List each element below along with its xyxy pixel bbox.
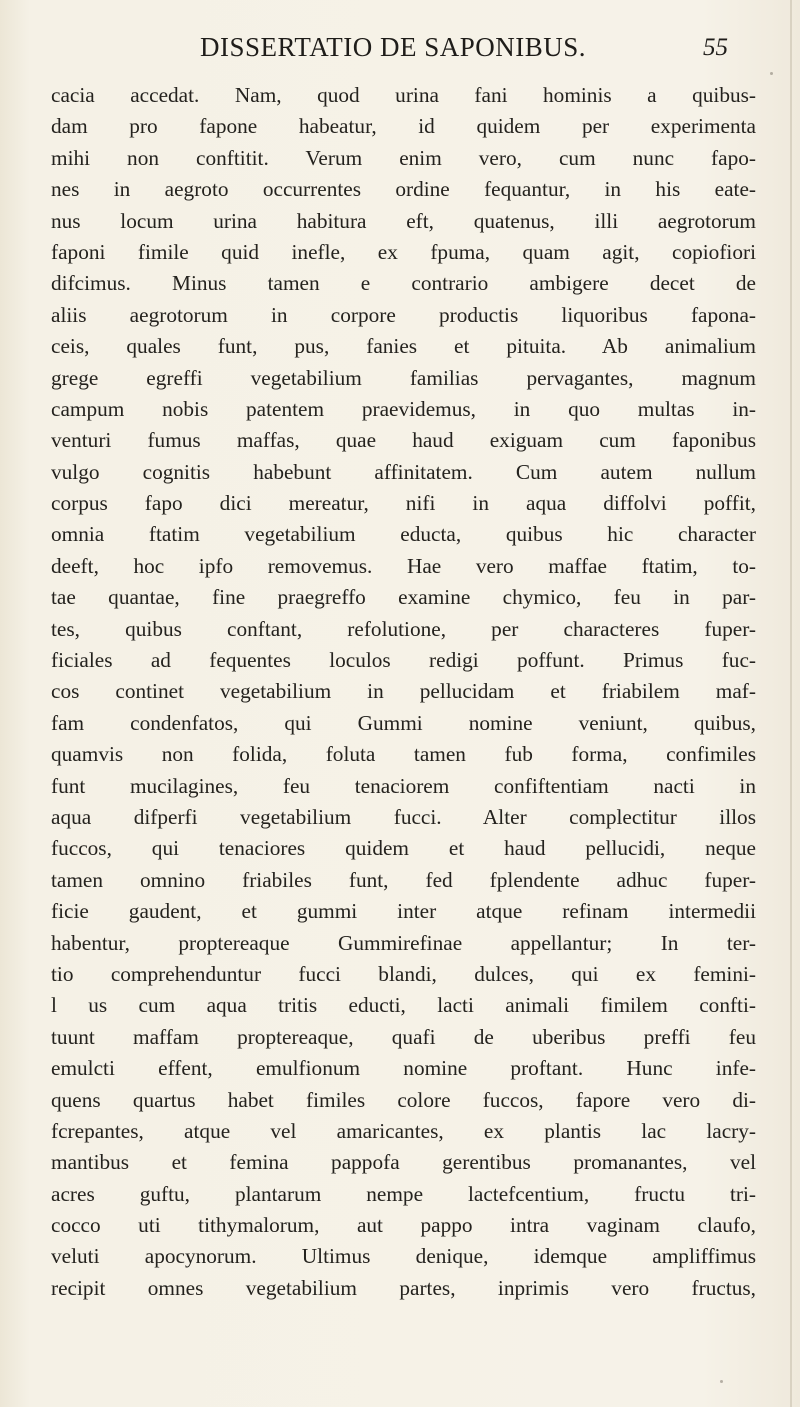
text-line: cocco uti tithymalorum, aut pappo intra vaginam claufo, (51, 1213, 756, 1238)
text-line: emulcti effent, emulfionum nomine proftant. Hunc infe- (51, 1056, 756, 1081)
text-line: tuunt maffam proptereaque, quafi de uberibus preffi feu (51, 1024, 756, 1049)
text-line: faponi fimile quid inefle, ex fpuma, quam agit, copiofiori (51, 239, 756, 264)
page-edge-shadow (790, 0, 792, 1407)
page-number: 55 (703, 34, 728, 61)
text-line: mihi non conftitit. Verum enim vero, cum nunc fapo- (51, 145, 756, 170)
text-line: fam condenfatos, qui Gummi nomine veniunt, quibus, (51, 710, 756, 735)
text-line: grege egreffi vegetabilium familias pervagantes, magnum (51, 365, 756, 390)
text-line: ficie gaudent, et gummi inter atque refinam intermedii (51, 899, 756, 924)
text-line: mantibus et femina pappofa gerentibus promanantes, vel (51, 1150, 756, 1175)
text-line: fuccos, qui tenaciores quidem et haud pellucidi, neque (51, 836, 756, 861)
text-line: habentur, proptereaque Gummirefinae appellantur; In ter- (51, 930, 756, 955)
text-line: tes, quibus conftant, refolutione, per characteres fuper- (51, 616, 756, 641)
text-line: difcimus. Minus tamen e contrario ambigere decet de (51, 271, 756, 296)
text-line: cos continet vegetabilium in pellucidam et friabilem maf- (51, 679, 756, 704)
text-line: acres guftu, plantarum nempe lactefcentium, fructu tri- (51, 1181, 756, 1206)
text-line: funt mucilagines, feu tenaciorem confiftentiam nacti in (51, 773, 756, 798)
text-line: campum nobis patentem praevidemus, in quo multas in- (51, 396, 756, 421)
text-line: tio comprehenduntur fucci blandi, dulces, qui ex femini- (51, 961, 756, 986)
body-text (51, 80, 756, 1304)
text-line: quamvis non folida, foluta tamen fub forma, confimiles (51, 742, 756, 767)
running-title: DISSERTATIO DE SAPONIBUS. (200, 32, 587, 62)
text-line: aqua difperfi vegetabilium fucci. Alter complectitur illos (51, 804, 756, 829)
text-line: tamen omnino friabiles funt, fed fplendente adhuc fuper- (51, 867, 756, 892)
text-line: tae quantae, fine praegreffo examine chymico, feu in par- (51, 585, 756, 610)
text-line: ceis, quales funt, pus, fanies et pituita. Ab animalium (51, 334, 756, 359)
text-line: omnia ftatim vegetabilium educta, quibus hic character (51, 522, 756, 547)
text-line: vulgo cognitis habebunt affinitatem. Cum autem nullum (51, 459, 756, 484)
text-line: deeft, hoc ipfo removemus. Hae vero maffae ftatim, to- (51, 553, 756, 578)
text-line: l us cum aqua tritis educti, lacti animali fimilem confti- (51, 993, 756, 1018)
text-line: corpus fapo dici mereatur, nifi in aqua diffolvi poffit, (51, 491, 756, 516)
text-line: ficiales ad fequentes loculos redigi poffunt. Primus fuc- (51, 648, 756, 673)
text-line: dam pro fapone habeatur, id quidem per experimenta (51, 114, 756, 139)
paper-speck (720, 1380, 723, 1383)
paper-speck (770, 72, 773, 75)
running-head (0, 26, 800, 66)
text-line: quens quartus habet fimiles colore fuccos, fapore vero di- (51, 1087, 756, 1112)
text-line: veluti apocynorum. Ultimus denique, idemque ampliffimus (51, 1244, 756, 1269)
text-line: aliis aegrotorum in corpore productis liquoribus fapona- (51, 302, 756, 327)
text-line: venturi fumus maffas, quae haud exiguam cum faponibus (51, 428, 756, 453)
text-line: recipit omnes vegetabilium partes, inprimis vero fructus, (51, 1275, 756, 1300)
text-line: nes in aegroto occurrentes ordine fequantur, in his eate- (51, 177, 756, 202)
text-line: nus locum urina habitura eft, quatenus, illi aegrotorum (51, 208, 756, 233)
text-line: fcrepantes, atque vel amaricantes, ex plantis lac lacry- (51, 1118, 756, 1143)
text-line: cacia accedat. Nam, quod urina fani hominis a quibus- (51, 83, 756, 107)
